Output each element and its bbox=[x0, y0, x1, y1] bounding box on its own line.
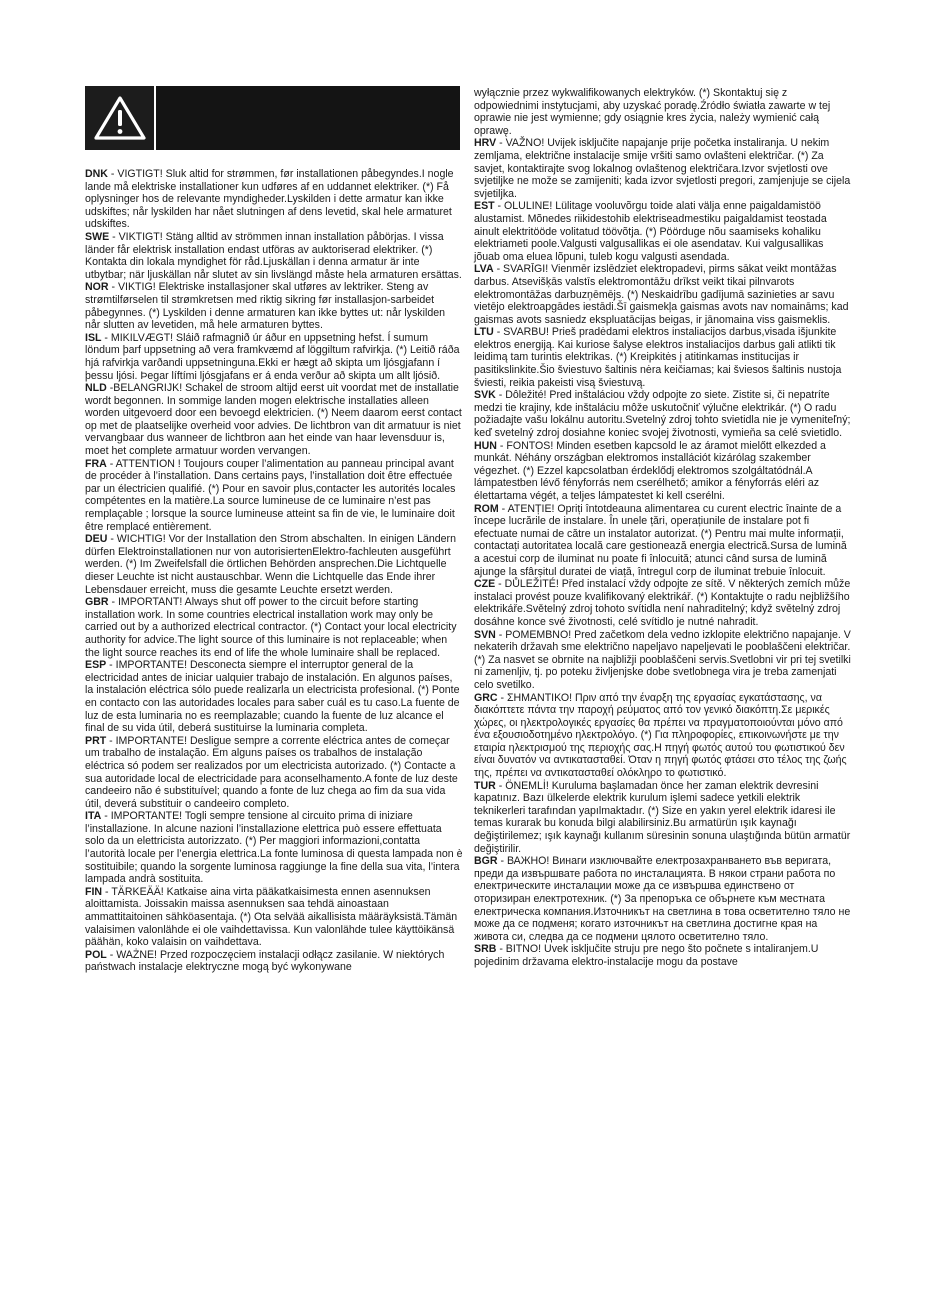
separator: - bbox=[106, 734, 116, 747]
warning-text: ÖNEMLİ! Kuruluma başlamadan önce her zaman elektrik devresini kapatınız. Bazı ülkelerde elektrik kurulum işlemi sadece yetkili elektrik teknikerleri tarafından yapılmaktadır. (*) Size en yakın yerel elektrik idaresi ile temas kurarak bu konuda bilgi alabilirsiniz.Bu armatürün ışık kaynağı değiştirilemez; ışık kaynağı kullanım süresinin sonuna ulaştığında bütün armatür değiştirilir. bbox=[474, 779, 851, 855]
warning-text: POMEMBNO! Pred začetkom dela vedno izklopite električno napajanje. V nekaterih državah sme električno napeljavo napeljevati le pooblaščeni električar. (*) Za nasvet se obrnite na najbližji pooblaščeni servis.Svetlobni vir pri tej svetilki ni zamenljiv, tj. po poteku življenjske dobe svetlobnega vira je treba zamenjati celo svetilko. bbox=[474, 628, 851, 691]
separator: - bbox=[495, 389, 506, 402]
language-code: SVN bbox=[474, 628, 496, 641]
right-text-column bbox=[474, 87, 852, 969]
language-code: FIN bbox=[85, 885, 103, 898]
warning-entry-bgr bbox=[474, 855, 852, 943]
left-text-column bbox=[85, 168, 463, 974]
warning-entry-swe bbox=[85, 231, 463, 281]
warning-text: BELANGRIJK! Schakel de stroom altijd eerst uit voordat met de installatie wordt begonnen. In sommige landen mogen elektrische installaties alleen worden uitgevoerd door een bevoegd elektricien. (*) Neem daarom eerst contact op met de plaatselijke overheid voor advies. De lichtbron van dit armatuur is niet vervangbaar dus wanneer de lichtbron aan het einde van haar levensduur is, moet het complete armatuur worden vervangen. bbox=[85, 382, 462, 458]
warning-entry-gbr bbox=[85, 596, 463, 659]
warning-entry-fin bbox=[85, 886, 463, 949]
warning-text: Dôležité! Pred inštaláciou vždy odpojte zo siete. Zistite si, či nepatríte medzi tie krajiny, kde inštaláciu môže uskutočniť výlučne elektrikár. (*) O radu požiadajte vašu lokálnu autoritu.Svetelný zdroj tohto svietidla nie je vymeniteľný; keď svetelný zdroj dosiahne koniec svojej životnosti, vymieňa sa celé svietidlo. bbox=[474, 389, 851, 440]
warning-text: IMPORTANTE! Togli sempre tensione al circuito prima di iniziare l’installazione. In alcune nazioni l’installazione elettrica può essere effettuata solo da un elettricista autorizzato. (*) Per maggiori informazioni,contatta l’autorità locale per l’energia elettrica.La fonte luminosa di questa lampada non è sostituibile; quando la sorgente luminosa raggiunge la fine della sua vita, l’intera lampada andrà sostituita. bbox=[85, 810, 463, 886]
warning-text: BITNO! Uvek isključite struju pre nego što počnete s intaliranjem.U pojedinim državama elektro-instalacije mogu da postave bbox=[474, 943, 819, 968]
warning-text: VIGTIGT! Sluk altid for strømmen, før installationen påbegyndes.I nogle lande må elektriske installationer kun udføres af en uddannet elektriker. (*) Få oplysninger hos de relevante myndigheder.Lyskilden i dette armatur kan ikke udskiftes; når lyskilden har nået slutningen af dens levetid, skal hele armaturet udskiftes. bbox=[85, 168, 454, 231]
language-code: NLD bbox=[85, 382, 107, 395]
language-code: POL bbox=[85, 948, 107, 961]
warning-text: ATENȚIE! Opriți întotdeauna alimentarea cu curent electric înainte de a începe lucrările de instalare. În unele țări, operațiunile de instalare pot fi efectuate numai de către un instalator autorizat. (*) Pentru mai multe informații, contactați autoritatea locală care gestionează energia electrică.Sursa de lumină a acestui corp de iluminat nu poate fi înlocuită; atunci când sursa de lumină ajunge la sfârșitul duratei de viață, întregul corp de iluminat trebuie înlocuit. bbox=[474, 502, 847, 578]
warning-entry-hrv bbox=[474, 137, 852, 200]
language-code: DEU bbox=[85, 533, 108, 546]
language-code: HUN bbox=[474, 439, 497, 452]
warning-entry-esp bbox=[85, 659, 463, 735]
warning-text: VIKTIG! Elektriske installasjoner skal utføres av lektriker. Steng av strømtilførselen til strømkretsen med riktig sikring før installasjon-sarbeidet påbegynnes. (*) Lyskilden i denne armaturen kan ikke byttes ut: når lyskilden når slutten av levetiden, må hele armaturen byttes. bbox=[85, 281, 445, 332]
warning-entry-nld bbox=[85, 382, 463, 458]
separator: - bbox=[106, 457, 116, 470]
warning-entry-isl bbox=[85, 332, 463, 382]
warning-entry-grc bbox=[474, 692, 852, 780]
warning-entry-cze bbox=[474, 578, 852, 628]
language-code: BGR bbox=[474, 855, 498, 868]
language-code: NOR bbox=[85, 281, 109, 294]
separator: - bbox=[495, 578, 505, 591]
separator: - bbox=[496, 943, 506, 956]
separator: - bbox=[106, 948, 117, 961]
language-code: CZE bbox=[474, 578, 496, 591]
warning-text: VAŽNO! Uvijek isključite napajanje prije početka instaliranja. U nekim zemljama, električne instalacije smije vršiti samo ovlašteni električar. (*) Za savjet, kontaktirajte svog lokalnog ovlaštenog električara.Izvor svjetlosti ove svjetiljke ne može se zamijeniti; kada izvor svjetlosti pregori, zamjenjuje se cijela svjetiljka. bbox=[474, 137, 851, 200]
warning-text: IMPORTANTE! Desligue sempre a corrente eléctrica antes de começar um trabalho de instalação. Em alguns países os trabalhos de instalação eléctrica só podem ser realizados por um electricista autorizado. (*) Contacte a sua autoridade local de electricidade para aconselhamento.A fonte de luz deste candeeiro não é substituível; quando a fonte de luz chega ao fim da sua vida útil, deverá substituir o candeeiro completo. bbox=[85, 734, 458, 810]
warning-text: IMPORTANT! Always shut off power to the circuit before starting installation work. In some countries electrical installation work may only be carried out by a authorized electrical contractor. (*) Contact your local electricity authority for advice.The light source of this luminaire is not replaceable; when the light source reaches its end of life the whole luminaire shall be replaced. bbox=[85, 596, 457, 659]
language-code: EST bbox=[474, 200, 495, 213]
warning-entry-continued bbox=[474, 87, 852, 137]
language-code: GRC bbox=[474, 691, 498, 704]
warning-text: OLULINE! Lülitage vooluvõrgu toide alati välja enne paigaldamistöö alustamist. Mõnedes riikidestohib elektriseadmestiku paigaldamist teostada ainult elektritööde volitatud töövõtja. (*) Pöörduge nõu saamiseks kohaliku elektriameti poole.Valgusti valgusallikas ei ole asendatav. Kui valgusallikas jõuab oma eluea lõpuni, tuleb kogu valgusti asendada. bbox=[474, 200, 827, 263]
separator: - bbox=[496, 439, 507, 452]
separator: - bbox=[109, 230, 119, 243]
separator: - bbox=[106, 382, 114, 395]
warning-text: ΣΗΜΑΝΤΙΚΟ! Πριν από την έναρξη της εργασίας εγκατάστασης, να διακόπτετε πάντα την παροχή ρεύματος από τον γενικό διακόπτη.Σε μερικές χώρες, οι ηλεκτρολογικές εργασίες θα πρέπει να πραγματοποιούνται μόνο από ένα εξουσιοδοτημένο ηλεκτρολόγο. (*) Για πληροφορίες, επικοινωνήστε με την εταιρία ηλεκτρισμού της περιοχής σας.Η πηγή φωτός αυτού του φωτιστικού δεν είναι δυνατόν να αντικατασταθεί. Όταν η πηγή φωτός φτάσει στο τέλος της ζωής της, πρέπει να αντικατασταθεί ολόκληρο το φωτιστικό. bbox=[474, 691, 847, 780]
warning-text: WICHTIG! Vor der Installation den Strom abschalten. In einigen Ländern dürfen Elektroinstallationen nur von autorisiertenElektro-fachleuten ausgeführt werden. (*) Im Zweifelsfall die örtlichen Behörden ansprechen.Die Lichtquelle dieser Leuchte ist nicht austauschbar. Wenn die Lichtquelle das Ende ihrer Lebensdauer erreicht, muss die gesamte Leuchte ersetzt werden. bbox=[85, 533, 456, 596]
warning-entry-est bbox=[474, 200, 852, 263]
warning-triangle-icon bbox=[93, 94, 147, 142]
separator: - bbox=[493, 263, 504, 276]
language-code: PRT bbox=[85, 734, 107, 747]
separator: - bbox=[101, 810, 111, 823]
warning-text: FONTOS! Minden esetben kapcsold le az áramot mielőtt elkezded a munkát. Néhány országban elektromos installációt kizárólag szakember végezhet. (*) Ezzel kapcsolatban érdeklődj elektromos szolgáltatódnál.A lámpatestben lévő fényforrás nem cserélhető; amikor a fényforrás eléri az élettartama végét, a teljes lámpatestet ki kell cserélni. bbox=[474, 439, 826, 502]
warning-text: WAŻNE! Przed rozpoczęciem instalacji odłącz zasilanie. W niektórych państwach instalacje elektryczne mogą być wykonywane bbox=[85, 948, 445, 974]
separator: - bbox=[108, 281, 118, 294]
language-code: SWE bbox=[85, 230, 110, 243]
warning-entry-svk bbox=[474, 389, 852, 439]
warning-entry-svn bbox=[474, 629, 852, 692]
warning-entry-tur bbox=[474, 780, 852, 856]
warning-text: wyłącznie przez wykwalifikowanych elektryków. (*) Skontaktuj się z odpowiednimi instytucjami, aby uzyskać poradę.Źródło światła zawarte w tej oprawie nie jest wymienne; gdy osiągnie kres życia, należy wymienić całą oprawę. bbox=[474, 87, 831, 137]
separator: - bbox=[106, 659, 116, 672]
warning-text: MIKILVÆGT! Sláið rafmagnið úr áður en uppsetning hefst. Í sumum löndum þarf uppsetning að vera framkvæmd af löggiltum rafvirkja. (*) Leitið ráða hjá rafvirkja varðandi uppsetninguna.Ekki er hægt að skipta um ljósgjafann í þessu ljósi. Þegar líftími ljósgjafans er á enda verður að skipta um allt ljósið. bbox=[85, 331, 460, 382]
separator: - bbox=[107, 533, 117, 546]
separator: - bbox=[102, 885, 112, 898]
warning-entry-fra bbox=[85, 458, 463, 534]
separator: - bbox=[494, 200, 505, 213]
warning-title-bar bbox=[156, 86, 460, 150]
warning-text: SVARĪGI! Vienmēr izslēdziet elektropadevi, pirms sākat veikt montāžas darbus. Atsevišķās valstīs elektromontāžu drīkst veikt tikai pilnvarots elektromontāžas darbuzņēmējs. (*) Neskaidrību gadījumā sazinieties ar savu vietējo elektroapgādes iestādi.Šī gaismekļa gaismas avots nav nomaināms; kad gaismas avots sasniedz ekspluatācijas beigas, ir jānomaina viss gaismeklis. bbox=[474, 263, 849, 326]
language-code: ESP bbox=[85, 659, 107, 672]
language-code: ITA bbox=[85, 810, 102, 823]
language-code: ISL bbox=[85, 331, 102, 344]
warning-icon-box bbox=[85, 86, 154, 150]
warning-entry-rom bbox=[474, 503, 852, 579]
warning-entry-ltu bbox=[474, 326, 852, 389]
language-code: TUR bbox=[474, 779, 496, 792]
language-code: FRA bbox=[85, 457, 107, 470]
warning-text: VIKTIGT! Stäng alltid av strömmen innan installation påbörjas. I vissa länder får elektrisk installation endast utföras av auktoriserad elektriker. (*) Kontakta din lokala myndighet för råd.Ljuskällan i denna armatur är inte utbytbar; när ljuskällan når slutet av sin livslängd måste hela armaturen ersättas. bbox=[85, 230, 462, 281]
warning-text: ATTENTION ! Toujours couper l’alimentation au panneau principal avant de procéder à l’installation. Dans certains pays, l’installation doit être effectuée par un électricien qualifié. (*) Pour en savoir plus,contacter les autorités locales compétentes en la matière.La source lumineuse de ce luminaire n’est pas remplaçable ; lorsque la source lumineuse atteint sa fin de vie, le luminaire doit être remplacé entièrement. bbox=[85, 457, 456, 533]
warning-entry-hun bbox=[474, 440, 852, 503]
warning-text: TÄRKEÄÄ! Katkaise aina virta pääkatkaisimesta ennen asennuksen aloittamista. Joissakin maissa asennuksen saa tehdä ainoastaan ammattitaitoinen sähköasentaja. (*) Ota selvää aikallisista määräyksistä.Tämän valaisimen valonlähde ei ole vaihdettavissa. Kun valonlähde tulee käyttöikänsä päähän, koko valaisin on vaihdettava. bbox=[85, 885, 458, 949]
separator: - bbox=[108, 596, 118, 609]
separator: - bbox=[496, 137, 506, 150]
warning-text: IMPORTANTE! Desconecta siempre el interruptor general de la electricidad antes de iniciar ualquier trabajo de instalación. En algunos países, la instalación eléctrica sólo puede realizarla un electricista profesional. (*) Ponte en contacto con las autoridades locales para saber cuál es tu caso.La fuente de luz de esta luminaria no es reemplazable; cuando la fuente de luz alcance el final de su vida útil, deberá sustituirse la luminaria completa. bbox=[85, 659, 460, 735]
language-code: DNK bbox=[85, 168, 108, 180]
language-code: SRB bbox=[474, 943, 497, 956]
warning-text: SVARBU! Prieš pradėdami elektros instaliacijos darbus,visada išjunkite elektros energiją. Kai kuriose šalyse elektros instaliacijos darbus gali atlikti tik leidimą tam turintis elektrikas. (*) Kreipkitės į atitinkamas institucijas ir pasitikslinkite.Šio šviestuvo šaltinis nėra keičiamas; kai šviesos šaltinis nustoja šviesti, reikia pakeisti visą šviestuvą. bbox=[474, 326, 842, 389]
warning-entry-dnk bbox=[85, 168, 463, 231]
separator: - bbox=[493, 326, 504, 339]
warning-header bbox=[85, 86, 460, 150]
separator: - bbox=[497, 855, 507, 868]
warning-text: ВАЖНО! Винаги изключвайте електрозахранването във веригата, преди да извършвате работа по инсталацията. В някои страни работа по електрическите инсталации може да се извършва единствено от оторизиран електротехник. (*) За препоръка се обърнете към местната електрическа компания.Източникът на светлина в това осветително тяло не може да се подменя; когато източникът на светлина достигне края на живота си, следва да се подмени цялото осветително тяло. bbox=[474, 855, 851, 943]
warning-entry-ita bbox=[85, 810, 463, 886]
separator: - bbox=[101, 331, 111, 344]
warning-entry-srb bbox=[474, 943, 852, 968]
language-code: ROM bbox=[474, 502, 499, 515]
language-code: LVA bbox=[474, 263, 494, 276]
separator: - bbox=[495, 779, 506, 792]
separator: - bbox=[495, 628, 506, 641]
language-code: SVK bbox=[474, 389, 496, 402]
language-code: HRV bbox=[474, 137, 497, 150]
warning-entry-nor bbox=[85, 281, 463, 331]
warning-entry-deu bbox=[85, 533, 463, 596]
separator: - bbox=[107, 168, 118, 180]
warning-entry-prt bbox=[85, 735, 463, 811]
separator: - bbox=[497, 691, 507, 704]
warning-entry-lva bbox=[474, 263, 852, 326]
separator: - bbox=[498, 502, 508, 515]
warning-entry-pol bbox=[85, 949, 463, 974]
language-code: GBR bbox=[85, 596, 109, 609]
language-code: LTU bbox=[474, 326, 494, 339]
warning-text: DŮLEŽITÉ! Před instalací vždy odpojte ze sítě. V některých zemích může instalaci provést pouze kvalifikovaný elektrikář. (*) Kontaktujte o radu nejbližšího elektrikáře.Světelný zdroj tohoto svítidla není nahraditelný; když světelný zdroj dosáhne konce své životnosti, celé svítidlo je nutné nahradit. bbox=[474, 578, 851, 628]
